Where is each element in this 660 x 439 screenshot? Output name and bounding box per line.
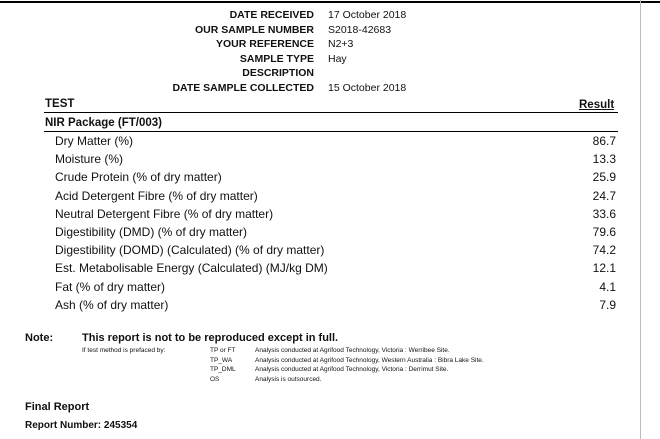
result-column-header: Result	[579, 99, 615, 111]
meta-value: Hay	[328, 52, 347, 65]
test-result: 13.3	[592, 152, 616, 167]
meta-row-date-received	[0, 9, 640, 24]
test-name: Neutral Detergent Fibre (% of dry matter)	[55, 206, 274, 221]
method-desc: Analysis conducted at Agrifood Technology, Victoria : Werribee Site.	[255, 347, 450, 354]
meta-label: DATE RECEIVED	[229, 9, 314, 21]
test-result: 79.6	[592, 224, 616, 239]
test-name: Crude Protein (% of dry matter)	[55, 170, 222, 185]
table-row	[55, 168, 618, 186]
test-result: 24.7	[592, 188, 616, 203]
report-number: Report Number: 245354	[25, 420, 138, 431]
test-name: Digestibility (DOMD) (Calculated) (% of dry matter)	[55, 243, 325, 258]
method-code: TP or FT	[210, 347, 236, 354]
table-row	[55, 132, 618, 150]
test-column-header: TEST	[45, 98, 75, 110]
test-result: 12.1	[592, 261, 616, 276]
meta-row-your-reference	[0, 38, 640, 53]
meta-row-sample-number	[0, 24, 640, 39]
note-label: Note:	[25, 332, 54, 344]
meta-row-description	[0, 67, 640, 82]
meta-label: DESCRIPTION	[242, 67, 314, 79]
test-name: Digestibility (DMD) (% of dry matter)	[55, 224, 248, 239]
meta-label: OUR SAMPLE NUMBER	[194, 23, 314, 36]
method-code: TP_DML	[210, 366, 236, 373]
meta-label: SAMPLE TYPE	[239, 52, 314, 65]
table-row	[55, 296, 618, 314]
top-rule	[0, 1, 660, 3]
method-desc: Analysis conducted at Agrifood Technology, Western Australia : Bibra Lake Site.	[255, 356, 484, 364]
test-result: 4.1	[599, 279, 616, 294]
meta-value: N2+3	[328, 38, 354, 50]
test-name: Acid Detergent Fibre (% of dry matter)	[55, 188, 258, 203]
table-row	[55, 241, 618, 259]
test-result: 86.7	[592, 134, 616, 148]
sample-details	[0, 9, 640, 96]
package-heading: NIR Package (FT/003)	[45, 117, 162, 129]
table-row	[55, 187, 618, 205]
method-desc: Analysis conducted at Agrifood Technology, Victoria : Derrimut Site.	[255, 366, 449, 373]
test-result: 33.6	[592, 206, 616, 221]
final-report-label: Final Report	[25, 401, 90, 413]
table-row	[55, 150, 618, 168]
right-edge-line	[640, 0, 641, 439]
test-name: Dry Matter (%)	[55, 134, 133, 148]
results-table	[55, 132, 618, 314]
table-row	[55, 223, 618, 241]
table-row	[55, 205, 618, 223]
test-name: Ash (% of dry matter)	[55, 297, 169, 312]
table-row	[55, 259, 618, 277]
header-rule	[44, 112, 618, 113]
test-name: Fat (% of dry matter)	[55, 279, 166, 294]
meta-value: 17 October 2018	[328, 9, 407, 21]
test-result: 25.9	[592, 170, 616, 185]
meta-value: S2018-42683	[328, 23, 392, 36]
method-code: OS	[210, 375, 220, 383]
test-name: Est. Metabolisable Energy (Calculated) (MJ/kg DM)	[55, 261, 328, 276]
meta-value: 15 October 2018	[328, 81, 407, 94]
method-code: TP_WA	[210, 356, 233, 364]
method-desc: Analysis is outsourced.	[255, 375, 322, 383]
test-result: 74.2	[592, 243, 616, 258]
meta-label: DATE SAMPLE COLLECTED	[172, 81, 314, 94]
note-text: This report is not to be reproduced except in full.	[82, 332, 339, 344]
test-result: 7.9	[599, 297, 616, 312]
method-prefix-label: If test method is prefaced by:	[82, 347, 166, 354]
meta-label: YOUR REFERENCE	[215, 38, 314, 50]
meta-row-date-collected	[0, 82, 640, 97]
table-row	[55, 278, 618, 296]
test-name: Moisture (%)	[55, 152, 124, 167]
meta-row-sample-type	[0, 53, 640, 68]
